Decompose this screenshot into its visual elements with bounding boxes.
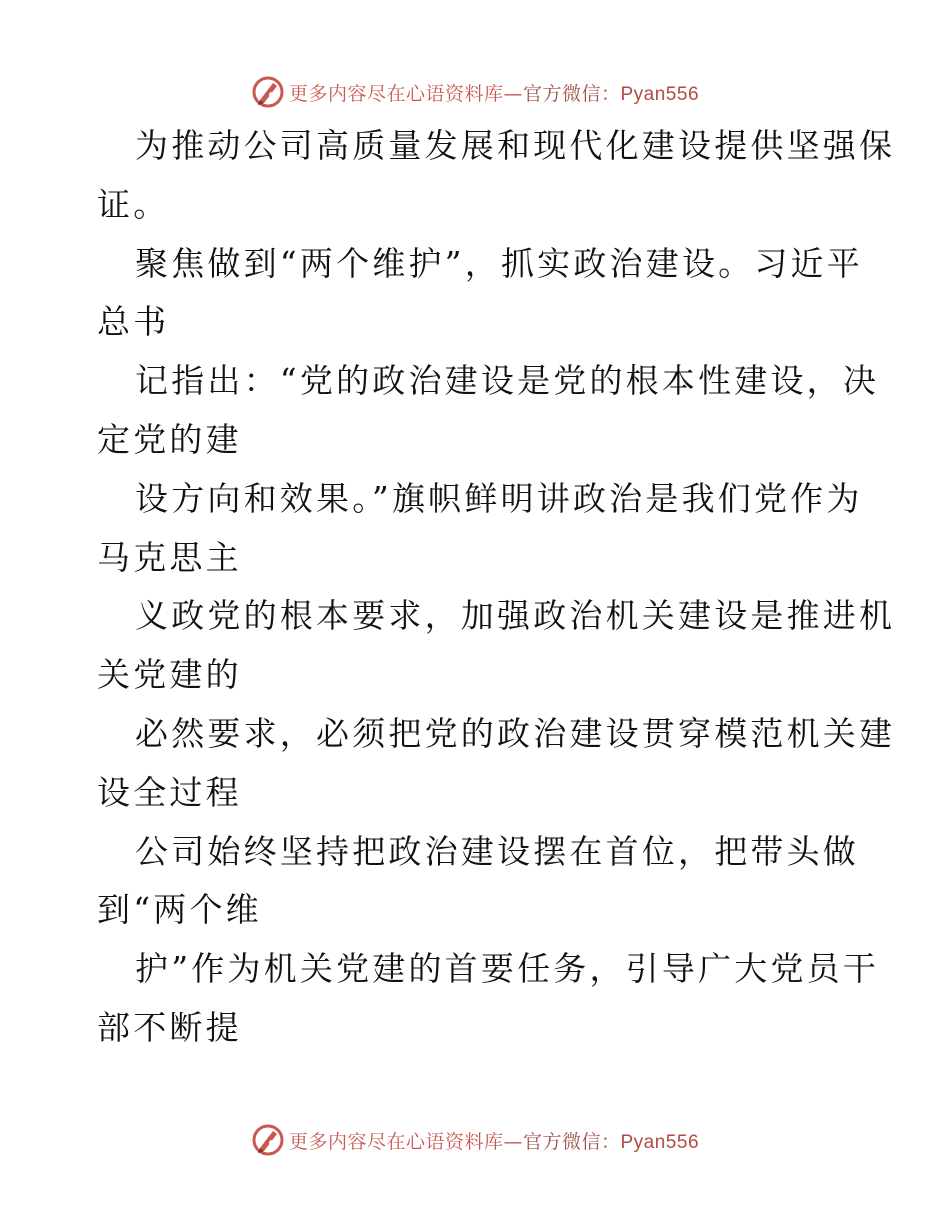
header-wechat-label: 官方微信： <box>522 82 621 105</box>
body-line: 护”作为机关党建的首要任务，引导广大党员干 <box>135 949 880 989</box>
document-body <box>97 117 896 1058</box>
footer-wechat-label: 官方微信： <box>522 1130 621 1153</box>
body-line: 设方向和效果。”旗帜鲜明讲政治是我们党作为 <box>135 478 863 518</box>
footer-site-text: 更多内容尽在心语资料库 <box>288 1130 504 1153</box>
header-separator: — <box>503 82 523 105</box>
pen-in-circle-icon <box>251 1123 285 1157</box>
body-line: 部不断提 <box>97 1007 242 1047</box>
body-line: 必然要求，必须把党的政治建设贯穿模范机关建 <box>135 713 896 753</box>
header-banner-text <box>289 79 699 106</box>
body-line: 义政党的根本要求，加强政治机关建设是推进机 <box>135 596 896 636</box>
header-site-text: 更多内容尽在心语资料库 <box>288 82 504 105</box>
body-line: 马克思主 <box>97 537 242 577</box>
footer-separator: — <box>503 1130 523 1153</box>
body-line: 记指出：“党的政治建设是党的根本性建设，决 <box>135 361 880 401</box>
body-line: 为推动公司高质量发展和现代化建设提供坚强保 <box>135 126 896 165</box>
body-line: 证。 <box>97 184 170 224</box>
body-line: 到“两个维 <box>97 890 262 930</box>
pen-in-circle-icon <box>251 75 285 109</box>
header-banner <box>0 72 950 112</box>
body-line: 聚焦做到“两个维护”，抓实政治建设。习近平 <box>135 243 863 283</box>
body-line: 关党建的 <box>97 655 242 695</box>
body-line: 定党的建 <box>97 419 242 459</box>
body-line: 总书 <box>97 302 170 342</box>
body-line: 设全过程 <box>97 772 242 812</box>
footer-banner-text <box>289 1127 699 1154</box>
footer-banner <box>0 1120 950 1160</box>
header-wechat-id: Pyan556 <box>620 83 700 105</box>
body-line: 公司始终坚持把政治建设摆在首位，把带头做 <box>135 831 859 871</box>
footer-wechat-id: Pyan556 <box>620 1131 700 1153</box>
